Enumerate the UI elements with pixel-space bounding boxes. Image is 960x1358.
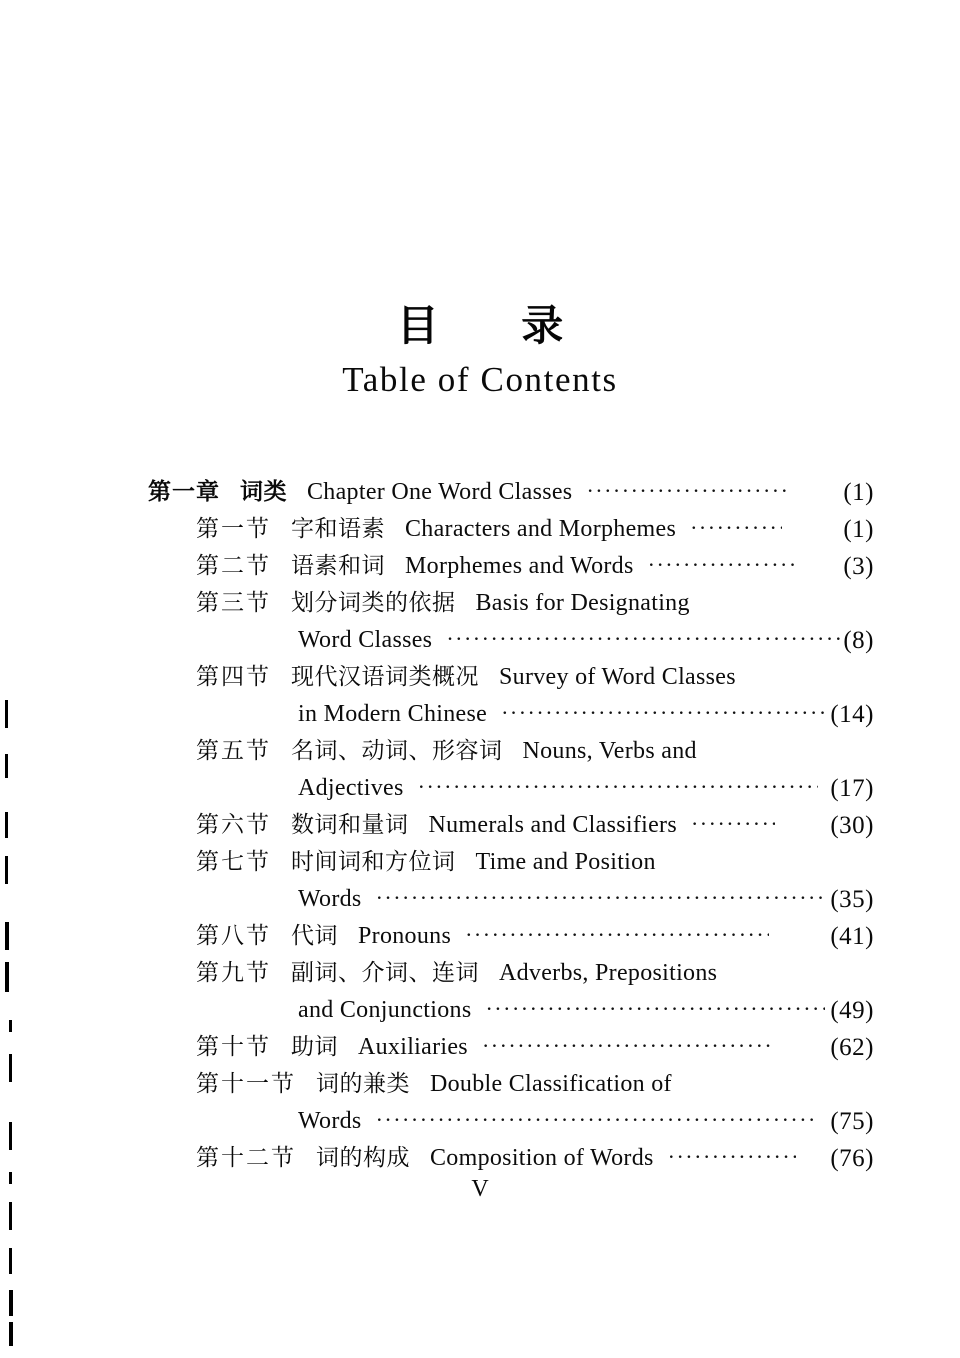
margin-tick-mark (5, 700, 8, 728)
toc-entry[interactable] (148, 844, 874, 881)
toc-entry-title-english: Adjectives (298, 775, 404, 801)
toc-dot-leader (482, 1029, 770, 1066)
toc-entry-title-chinese: 现代汉语词类概况 (291, 664, 479, 690)
toc-entry-title-chinese: 词的兼类 (316, 1071, 410, 1097)
toc-continuation-line[interactable] (148, 881, 874, 918)
toc-entry-title-english: Chapter One Word Classes (307, 479, 573, 505)
toc-entry-title-english: Words (298, 886, 362, 912)
toc-entry-number: 第五节 (196, 738, 271, 764)
toc-entry-title-english: Characters and Morphemes (405, 516, 677, 542)
toc-dot-leader (690, 511, 782, 548)
toc-entry-title-chinese: 划分词类的依据 (291, 590, 456, 616)
toc-entry-number: 第四节 (196, 664, 271, 690)
toc-page-number: (76) (830, 1145, 874, 1172)
toc-dot-leader (668, 1140, 796, 1177)
toc-page-number: (35) (830, 886, 874, 913)
toc-entry-number: 第一节 (196, 516, 271, 542)
toc-continuation-line[interactable] (148, 992, 874, 1029)
toc-page-number: (17) (830, 775, 874, 802)
toc-entry-title-chinese: 字和语素 (291, 516, 385, 542)
toc-dot-leader (465, 918, 769, 955)
toc-entry-title-chinese: 词的构成 (316, 1145, 410, 1171)
toc-entry-title-english: Morphemes and Words (405, 553, 634, 579)
toc-entry[interactable] (148, 659, 874, 696)
toc-entry-title-english: in Modern Chinese (298, 701, 488, 727)
toc-entry-title-chinese: 词类 (240, 479, 287, 505)
margin-tick-mark (9, 1054, 12, 1082)
toc-entry-title-english: Adverbs, Prepositions (499, 960, 718, 986)
toc-entry-title-chinese: 数词和量词 (291, 812, 409, 838)
margin-tick-mark (9, 1122, 12, 1150)
toc-page-number: (14) (830, 701, 874, 728)
table-of-contents (148, 474, 874, 1177)
toc-dot-leader (501, 696, 827, 733)
toc-entry[interactable] (148, 1066, 874, 1103)
margin-tick-mark (9, 1248, 12, 1274)
toc-page-number: (75) (830, 1108, 874, 1135)
toc-continuation-line[interactable] (148, 696, 874, 733)
toc-entry-title-english: Survey of Word Classes (499, 664, 736, 690)
toc-page-number: (1) (843, 479, 874, 506)
toc-entry[interactable] (148, 807, 874, 844)
toc-entry-title-english: Words (298, 1108, 362, 1134)
margin-tick-mark (9, 1322, 13, 1346)
page-title-english: Table of Contents (342, 360, 618, 399)
toc-page-number: (8) (843, 627, 874, 654)
toc-entry-title-english: Nouns, Verbs and (522, 738, 697, 764)
toc-entry[interactable] (148, 955, 874, 992)
toc-dot-leader (376, 881, 826, 918)
toc-entry-title-chinese: 语素和词 (291, 553, 385, 579)
toc-entry[interactable] (148, 1140, 874, 1177)
toc-dot-leader (648, 548, 796, 585)
toc-entry[interactable] (148, 548, 874, 585)
toc-entry-title-english: Composition of Words (430, 1145, 654, 1171)
margin-tick-mark (5, 962, 9, 992)
toc-entry-title-chinese: 助词 (291, 1034, 338, 1060)
toc-entry[interactable] (148, 585, 874, 622)
toc-dot-leader (446, 622, 844, 659)
toc-entry-number: 第十节 (196, 1034, 271, 1060)
toc-page-number: (62) (830, 1034, 874, 1061)
toc-entry[interactable] (148, 733, 874, 770)
toc-page-number: (49) (830, 997, 874, 1024)
toc-entry[interactable] (148, 918, 874, 955)
toc-dot-leader (485, 992, 825, 1029)
toc-entry-title-english: Numerals and Classifiers (428, 812, 677, 838)
toc-entry-title-english: Auxiliaries (358, 1034, 468, 1060)
toc-continuation-line[interactable] (148, 770, 874, 807)
toc-entry-title-english: Word Classes (298, 627, 433, 653)
toc-dot-leader (586, 474, 786, 511)
toc-entry[interactable] (148, 511, 874, 548)
toc-entry-title-english: Time and Position (475, 849, 656, 875)
toc-entry-number: 第一章 (148, 479, 220, 505)
toc-entry-number: 第二节 (196, 553, 271, 579)
toc-entry-number: 第十二节 (196, 1145, 296, 1171)
margin-tick-mark (5, 856, 8, 884)
toc-page-number: (1) (843, 516, 874, 543)
toc-dot-leader (691, 807, 775, 844)
toc-entry[interactable] (148, 1029, 874, 1066)
toc-continuation-line[interactable] (148, 622, 874, 659)
margin-scan-artifacts (0, 0, 40, 1358)
toc-dot-leader (376, 1103, 816, 1140)
toc-entry-title-chinese: 副词、介词、连词 (291, 960, 479, 986)
toc-entry-title-english: and Conjunctions (298, 997, 472, 1023)
toc-entry-number: 第九节 (196, 960, 271, 986)
toc-entry-number: 第六节 (196, 812, 271, 838)
toc-entry[interactable] (148, 474, 874, 511)
page-folio: V (471, 1176, 489, 1202)
toc-entry-number: 第十一节 (196, 1071, 296, 1097)
toc-page-number: (41) (830, 923, 874, 950)
toc-continuation-line[interactable] (148, 1103, 874, 1140)
toc-entry-title-chinese: 时间词和方位词 (291, 849, 456, 875)
toc-entry-number: 第七节 (196, 849, 271, 875)
toc-entry-title-english: Double Classification of (430, 1071, 672, 1097)
toc-page-number: (3) (843, 553, 874, 580)
toc-entry-title-chinese: 代词 (291, 923, 338, 949)
toc-entry-number: 第三节 (196, 590, 271, 616)
toc-dot-leader (418, 770, 818, 807)
margin-tick-mark (9, 1290, 13, 1316)
toc-entry-title-english: Basis for Designating (475, 590, 690, 616)
toc-entry-title-chinese: 名词、动词、形容词 (291, 738, 503, 764)
margin-tick-mark (5, 812, 8, 838)
page-title-block (0, 300, 960, 402)
page-title-chinese: 目 录 (396, 301, 598, 350)
margin-tick-mark (5, 922, 9, 950)
toc-entry-title-english: Pronouns (358, 923, 452, 949)
margin-tick-mark (9, 1202, 12, 1230)
toc-entry-number: 第八节 (196, 923, 271, 949)
margin-tick-mark (5, 754, 8, 778)
toc-page-number: (30) (830, 812, 874, 839)
margin-tick-mark (9, 1020, 12, 1032)
